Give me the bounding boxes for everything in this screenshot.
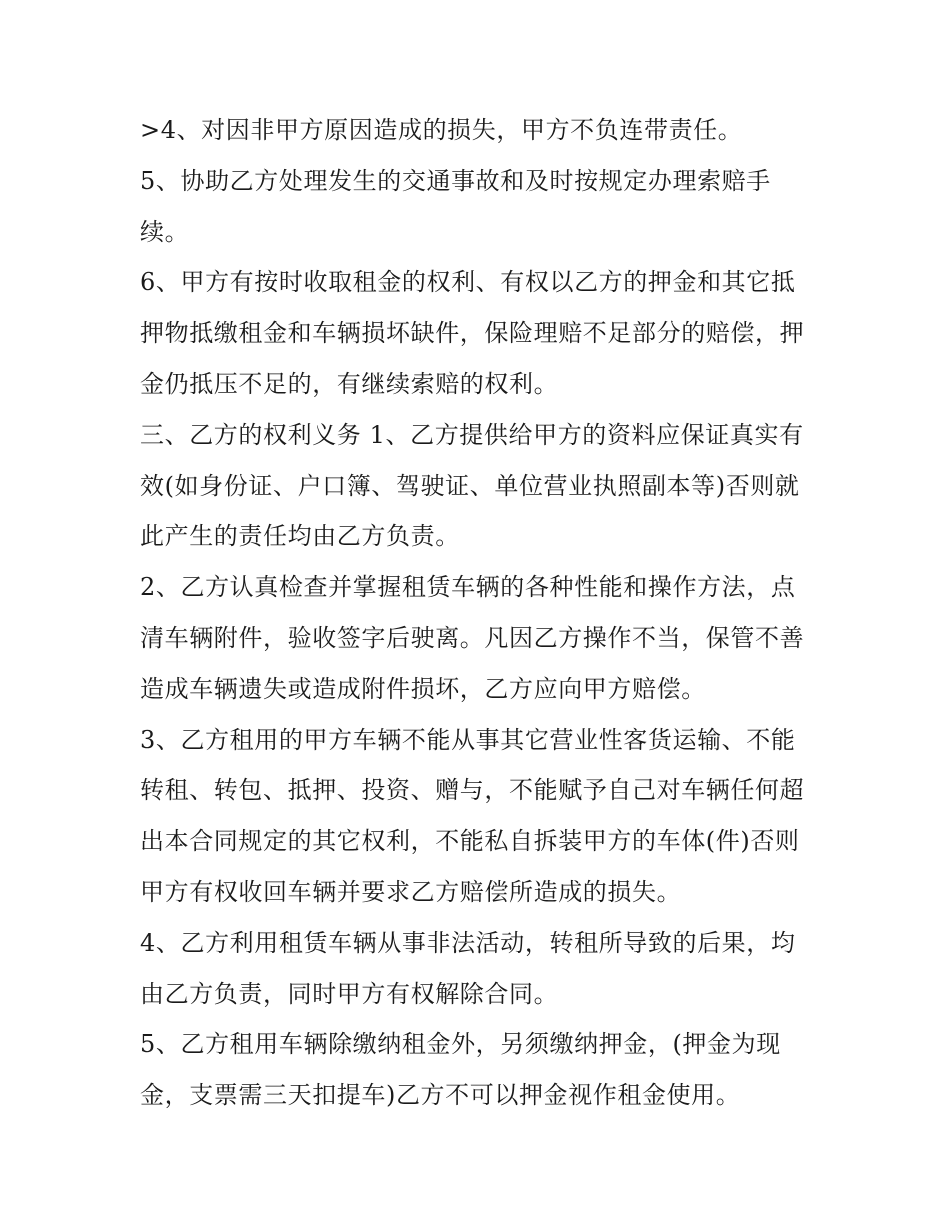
paragraph-b-item-5-deposit: 5、乙方租用车辆除缴纳租金外，另须缴纳押金，(押金为现金，支票需三天扣提车)乙方不可以押金视作租金使用。: [140, 1030, 781, 1110]
paragraph-b-item-3-usage-restrictions: 3、乙方租用的甲方车辆不能从事其它营业性客货运输、不能转租、转包、抵押、投资、赠与，不能赋予自己对车辆任何超出本合同规定的其它权利，不能私自拆装甲方的车体(件)否则甲方有权收回车辆并要求乙方赔偿所造成的损失。: [140, 725, 805, 906]
document-body: [140, 105, 820, 1121]
paragraph-section-3-party-b-rights: 三、乙方的权利义务 1、乙方提供给甲方的资料应保证真实有效(如身份证、户口簿、驾驶证、单位营业执照副本等)否则就此产生的责任均由乙方负责。: [140, 420, 804, 551]
paragraph-item-6-rent-collection-rights: 6、甲方有按时收取租金的权利、有权以乙方的押金和其它抵押物抵缴租金和车辆损坏缺件，保险理赔不足部分的赔偿，押金仍抵压不足的，有继续索赔的权利。: [140, 268, 805, 398]
paragraph-item-4-no-liability: >4、对因非甲方原因造成的损失，甲方不负连带责任。: [140, 116, 743, 144]
paragraph-item-5-accident-assistance: 5、协助乙方处理发生的交通事故和及时按规定办理索赔手续。: [140, 166, 771, 246]
paragraph-b-item-2-vehicle-inspection: 2、乙方认真检查并掌握租赁车辆的各种性能和操作方法，点清车辆附件，验收签字后驶离。凡因乙方操作不当，保管不善造成车辆遗失或造成附件损坏，乙方应向甲方赔偿。: [140, 573, 805, 703]
paragraph-b-item-4-illegal-activities: 4、乙方利用租赁车辆从事非法活动，转租所导致的后果，均由乙方负责，同时甲方有权解除合同。: [140, 928, 796, 1008]
